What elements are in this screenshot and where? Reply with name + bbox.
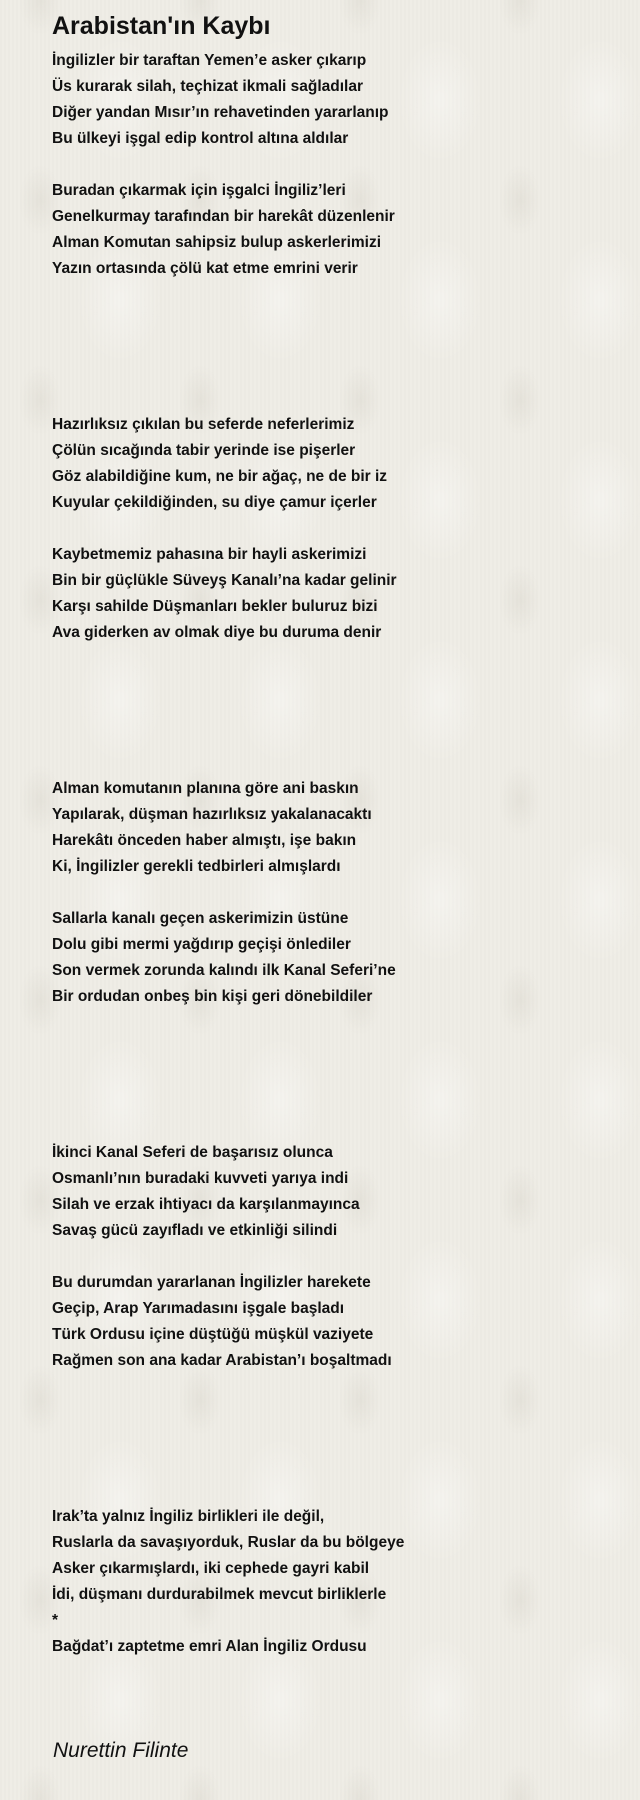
poem-line: İdi, düşmanı durdurabilmek mevcut birliklerle: [52, 1586, 387, 1603]
poem-line: İngilizler bir taraftan Yemen’e asker çıkarıp: [52, 52, 367, 69]
poem-line: Buradan çıkarmak için işgalci İngiliz’leri: [52, 182, 346, 199]
poem-line: Karşı sahilde Düşmanları bekler buluruz bizi: [52, 598, 378, 615]
stanza-gap: [52, 880, 622, 906]
poem-line: Türk Ordusu içine düştüğü müşkül vaziyete: [52, 1326, 374, 1343]
poem-line: *: [52, 1612, 59, 1629]
poem-line: Ava giderken av olmak diye bu duruma denir: [52, 624, 382, 641]
poem-line: Bir ordudan onbeş bin kişi geri dönebildiler: [52, 988, 373, 1005]
poem-line: Göz alabildiğine kum, ne bir ağaç, ne de bir iz: [52, 468, 388, 485]
section-gap: [52, 1010, 622, 1140]
poem-line: Son vermek zorunda kalındı ilk Kanal Seferi’ne: [52, 962, 396, 979]
poem-line: Asker çıkarmışlardı, iki cephede gayri kabil: [52, 1560, 370, 1577]
stanza: [52, 178, 622, 282]
stanza: [52, 1140, 622, 1244]
poem-line: Diğer yandan Mısır’ın rehavetinden yararlanıp: [52, 104, 389, 121]
poem-line: Bin bir güçlükle Süveyş Kanalı’na kadar gelinir: [52, 572, 397, 589]
stanza-gap: [52, 516, 622, 542]
stanza: [52, 542, 622, 646]
poem-line: Ki, İngilizler gerekli tedbirleri almışlardı: [52, 858, 341, 875]
stanza: [52, 776, 622, 880]
poem-line: Alman komutanın planına göre ani baskın: [52, 780, 359, 797]
poem-line: Rağmen son ana kadar Arabistan’ı boşaltmadı: [52, 1352, 392, 1369]
poem-line: Bu durumdan yararlanan İngilizler harekete: [52, 1274, 371, 1291]
poem-line: Kaybetmemiz pahasına bir hayli askerimizi: [52, 546, 367, 563]
section-gap: [52, 646, 622, 776]
poem-line: Üs kurarak silah, teçhizat ikmali sağladılar: [52, 78, 364, 95]
poem-line: Harekâtı önceden haber almıştı, işe bakın: [52, 832, 357, 849]
stanza: [52, 48, 622, 152]
poem: [52, 8, 622, 1660]
poem-line: Çölün sıcağında tabir yerinde ise pişerler: [52, 442, 356, 459]
stanza: [52, 906, 622, 1010]
poem-line: Savaş gücü zayıfladı ve etkinliği silindi: [52, 1222, 338, 1239]
poem-line: Geçip, Arap Yarımadasını işgale başladı: [52, 1300, 345, 1317]
stanza: [52, 1270, 622, 1374]
poem-line: Kuyular çekildiğinden, su diye çamur içerler: [52, 494, 377, 511]
section-gap: [52, 282, 622, 412]
poem-title: Arabistan'ın Kaybı: [52, 12, 271, 40]
poem-line: Genelkurmay tarafından bir harekât düzenlenir: [52, 208, 395, 225]
poem-line: Yapılarak, düşman hazırlıksız yakalanacaktı: [52, 806, 372, 823]
poem-line: Bu ülkeyi işgal edip kontrol altına aldılar: [52, 130, 349, 147]
section-gap: [52, 1374, 622, 1504]
poem-line: Hazırlıksız çıkılan bu seferde neferlerimiz: [52, 416, 355, 433]
stanza: [52, 412, 622, 516]
poem-line: Irak’ta yalnız İngiliz birlikleri ile değil,: [52, 1508, 325, 1525]
stanza: [52, 1504, 622, 1660]
poem-line: İkinci Kanal Seferi de başarısız olunca: [52, 1144, 333, 1161]
poem-line: Osmanlı’nın buradaki kuvveti yarıya indi: [52, 1170, 349, 1187]
poem-line: Bağdat’ı zaptetme emri Alan İngiliz Ordusu: [52, 1638, 367, 1655]
stanza-gap: [52, 1244, 622, 1270]
poem-line: Sallarla kanalı geçen askerimizin üstüne: [52, 910, 349, 927]
author-name: Nurettin Filinte: [53, 1739, 189, 1762]
poem-line: Silah ve erzak ihtiyacı da karşılanmayınca: [52, 1196, 360, 1213]
poem-line: Ruslarla da savaşıyorduk, Ruslar da bu bölgeye: [52, 1534, 405, 1551]
poem-line: Dolu gibi mermi yağdırıp geçişi önlediler: [52, 936, 351, 953]
poem-line: Yazın ortasında çölü kat etme emrini verir: [52, 260, 358, 277]
poem-line: Alman Komutan sahipsiz bulup askerlerimizi: [52, 234, 382, 251]
stanza-gap: [52, 152, 622, 178]
